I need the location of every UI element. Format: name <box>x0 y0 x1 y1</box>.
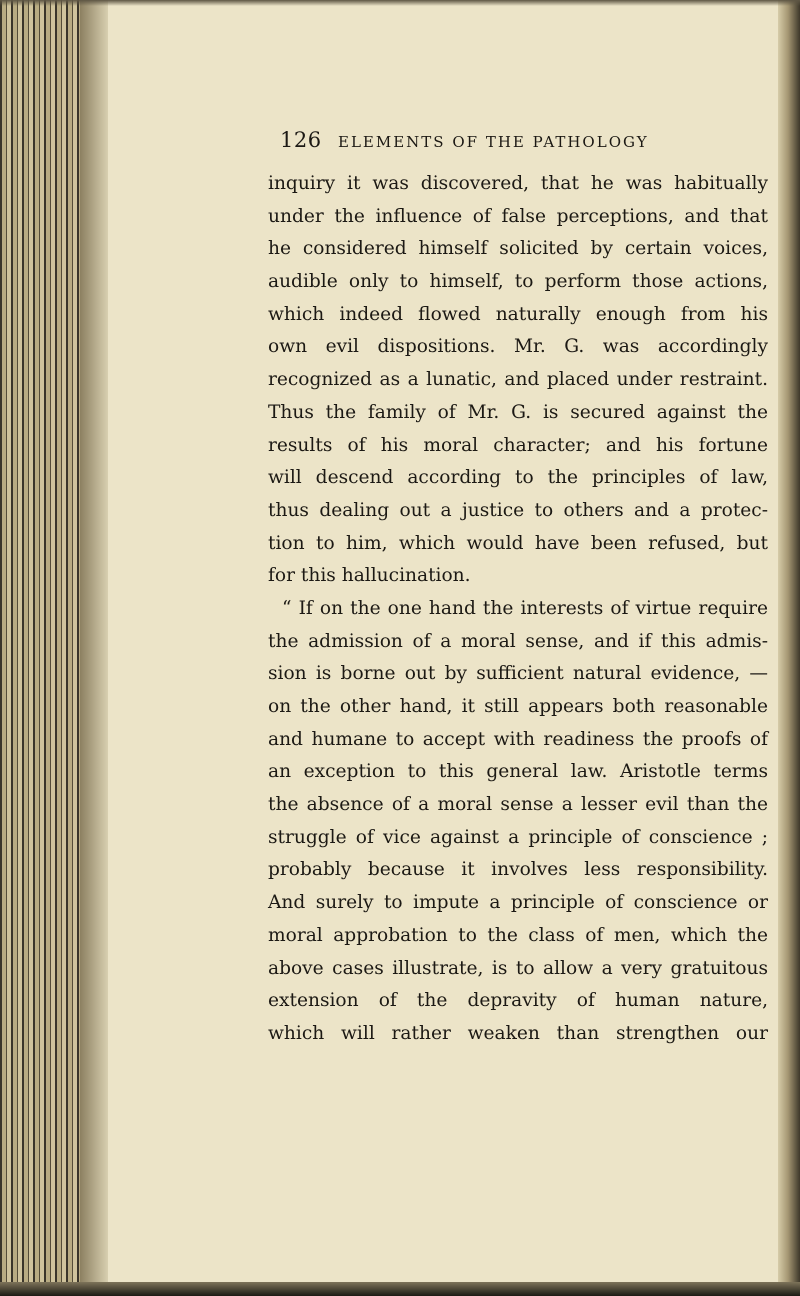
running-title: ELEMENTS OF THE PATHOLOGY <box>338 133 649 151</box>
text-line: which indeed flowed naturally enough from his <box>268 303 768 325</box>
text-line: under the influence of false perceptions, and that <box>268 205 768 227</box>
book-binding-gutter <box>0 0 108 1296</box>
page-fore-edge <box>778 0 800 1296</box>
text-line: the absence of a moral sense a lesser evil than the <box>268 794 768 816</box>
text-line: an exception to this general law. Aristotle terms <box>268 761 768 783</box>
text-line: and humane to accept with readiness the proofs of <box>268 728 768 750</box>
text-line: results of his moral character; and his fortune <box>268 434 768 456</box>
page-top-shadow <box>0 0 800 6</box>
text-line: tion to him, which would have been refused, but <box>268 532 768 554</box>
text-line: which will rather weaken than strengthen our <box>268 1022 768 1044</box>
text-line: thus dealing out a justice to others and a protec- <box>268 499 768 521</box>
text-line: own evil dispositions. Mr. G. was accordingly <box>268 336 768 358</box>
text-line: will descend according to the principles of law, <box>268 467 768 489</box>
text-line: “ If on the one hand the interests of virtue require <box>282 597 768 619</box>
text-line: inquiry it was discovered, that he was habitually <box>268 173 768 194</box>
running-head <box>268 128 768 156</box>
text-line: above cases illustrate, is to allow a very gratuitous <box>268 957 768 979</box>
text-line: on the other hand, it still appears both reasonable <box>268 696 768 717</box>
text-line: And surely to impute a principle of conscience or <box>268 892 768 914</box>
body-text <box>268 168 768 1051</box>
page-content <box>268 128 768 1051</box>
page-number: 126 <box>280 128 322 152</box>
text-line: he considered himself solicited by certain voices, <box>268 238 768 260</box>
text-line: audible only to himself, to perform those actions, <box>268 271 768 293</box>
text-line: extension of the depravity of human nature, <box>268 990 768 1012</box>
text-line: the admission of a moral sense, and if this admis- <box>268 630 768 652</box>
text-line: Thus the family of Mr. G. is secured against the <box>268 401 768 423</box>
text-line: moral approbation to the class of men, which the <box>268 924 768 946</box>
text-line: sion is borne out by sufficient natural evidence, — <box>268 663 768 685</box>
text-line: struggle of vice against a principle of conscience ; <box>268 826 768 848</box>
text-line: probably because it involves less responsibility. <box>268 859 768 881</box>
page-bottom-shadow <box>0 1282 800 1296</box>
text-line: for this hallucination. <box>268 565 471 587</box>
text-line: recognized as a lunatic, and placed under restraint. <box>268 369 768 391</box>
